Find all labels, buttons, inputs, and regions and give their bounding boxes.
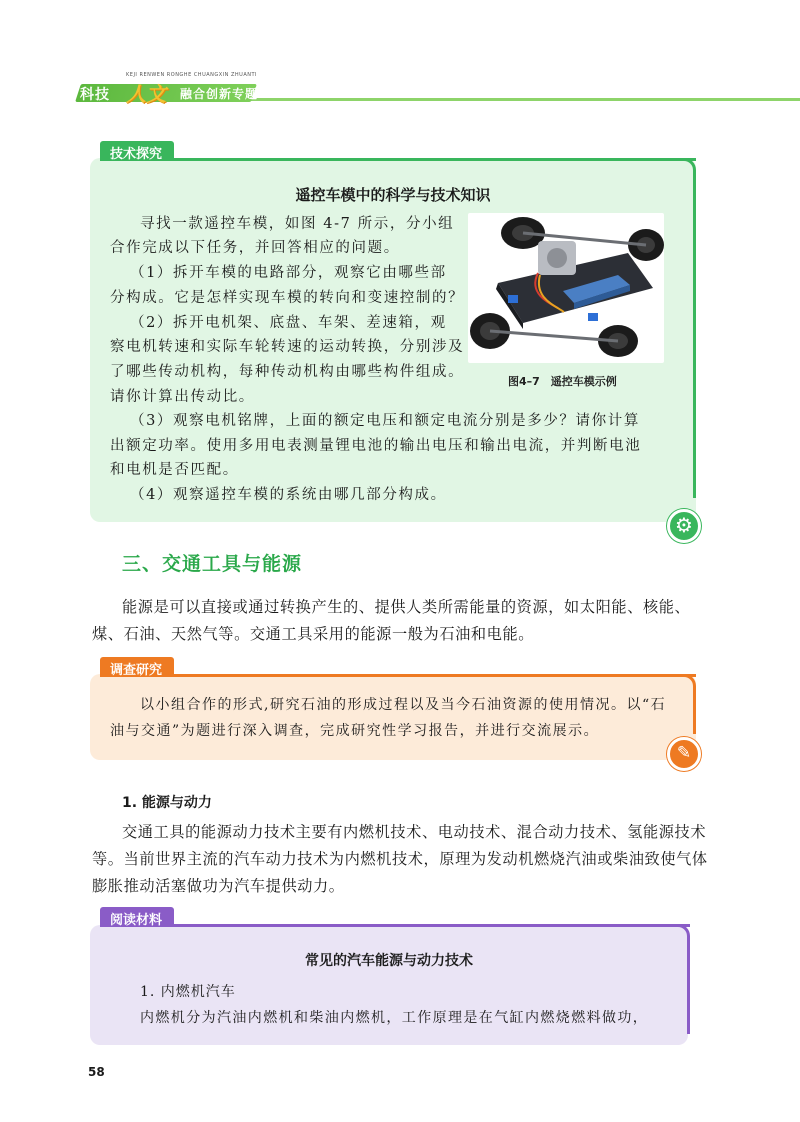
reading-title: 常见的汽车能源与动力技术 — [305, 953, 473, 969]
tech-line: 和电机是否匹配。 — [110, 462, 239, 478]
section-heading: 三、交通工具与能源 — [122, 553, 303, 575]
reading-frame — [674, 924, 690, 1034]
survey-frame — [680, 674, 696, 734]
tech-explore-title: 遥控车模中的科学与技术知识 — [295, 186, 491, 204]
tech-explore-rule — [100, 158, 696, 161]
header-title: 融合创新专题 — [180, 87, 259, 101]
subsection-paragraph-line: 交通工具的能源动力技术主要有内燃机技术、电动技术、混合动力技术、氢能源技术 — [122, 823, 707, 841]
reading-rule — [100, 924, 690, 927]
gear-icon: ⚙ — [667, 509, 701, 543]
tech-line: （4）观察遥控车模的系统由哪几部分构成。 — [130, 487, 447, 503]
tech-line: 察电机转速和实际车轮转速的运动转换，分别涉及 — [110, 339, 465, 355]
header-pinyin: KEJI RENWEN RONGHE CHUANGXIN ZHUANTI — [126, 72, 258, 78]
reading-tab: 阅读材料 — [100, 907, 174, 927]
figure-caption: 图4–7 遥控车模示例 — [508, 375, 617, 388]
tech-line: （3）观察电机铭牌，上面的额定电压和额定电流分别是多少？请你计算 — [130, 413, 640, 429]
header-renwen: 人文 — [126, 82, 166, 106]
tech-line: （1）拆开车模的电路部分，观察它由哪些部 — [130, 265, 447, 281]
reading-line: 内燃机分为汽油内燃机和柴油内燃机，工作原理是在气缸内燃烧燃料做功， — [140, 1010, 649, 1026]
tech-line: 合作完成以下任务，并回答相应的问题。 — [110, 240, 400, 256]
survey-tab: 调查研究 — [100, 657, 174, 677]
subsection-paragraph-line: 膨胀推动活塞做功为汽车提供动力。 — [92, 877, 345, 895]
section-paragraph-line: 能源是可以直接或通过转换产生的、提供人类所需能量的资源，如太阳能、核能、 — [122, 598, 691, 616]
header-keji: 科技 — [80, 87, 110, 103]
tech-line: 分构成。它是怎样实现车模的转向和变速控制的？ — [110, 290, 465, 306]
reading-item: 1. 内燃机汽车 — [140, 984, 236, 1000]
pen-note-icon: ✎ — [667, 737, 701, 771]
survey-rule — [100, 674, 696, 677]
tech-line: 了哪些传动机构，每种传动机构由哪些构件组成。 — [110, 364, 465, 380]
subsection-paragraph-line: 等。当前世界主流的汽车动力技术为内燃机技术，原理为发动机燃烧汽油或柴油致使气体 — [92, 850, 708, 868]
survey-box — [90, 674, 696, 760]
page-number: 58 — [88, 1065, 105, 1079]
tech-line: 寻找一款遥控车模，如图 4-7 所示，分小组 — [140, 216, 455, 232]
tech-explore-tab: 技术探究 — [100, 141, 174, 161]
section-paragraph-line: 煤、石油、天然气等。交通工具采用的能源一般为石油和电能。 — [92, 625, 535, 643]
tech-explore-frame — [680, 158, 696, 498]
survey-line: 以小组合作的形式,研究石油的形成过程以及当今石油资源的使用情况。以“石 — [140, 697, 667, 713]
subsection-heading: 1. 能源与动力 — [122, 795, 212, 811]
header-rule — [250, 98, 800, 101]
rc-car-photo — [468, 213, 664, 363]
tech-line: （2）拆开电机架、底盘、车架、差速箱，观 — [130, 315, 447, 331]
survey-line: 油与交通”为题进行深入调查，完成研究性学习报告，并进行交流展示。 — [110, 723, 600, 739]
tech-line: 请你计算出传动比。 — [110, 389, 255, 405]
tech-line: 出额定功率。使用多用电表测量锂电池的输出电压和输出电流，并判断电池 — [110, 438, 642, 454]
